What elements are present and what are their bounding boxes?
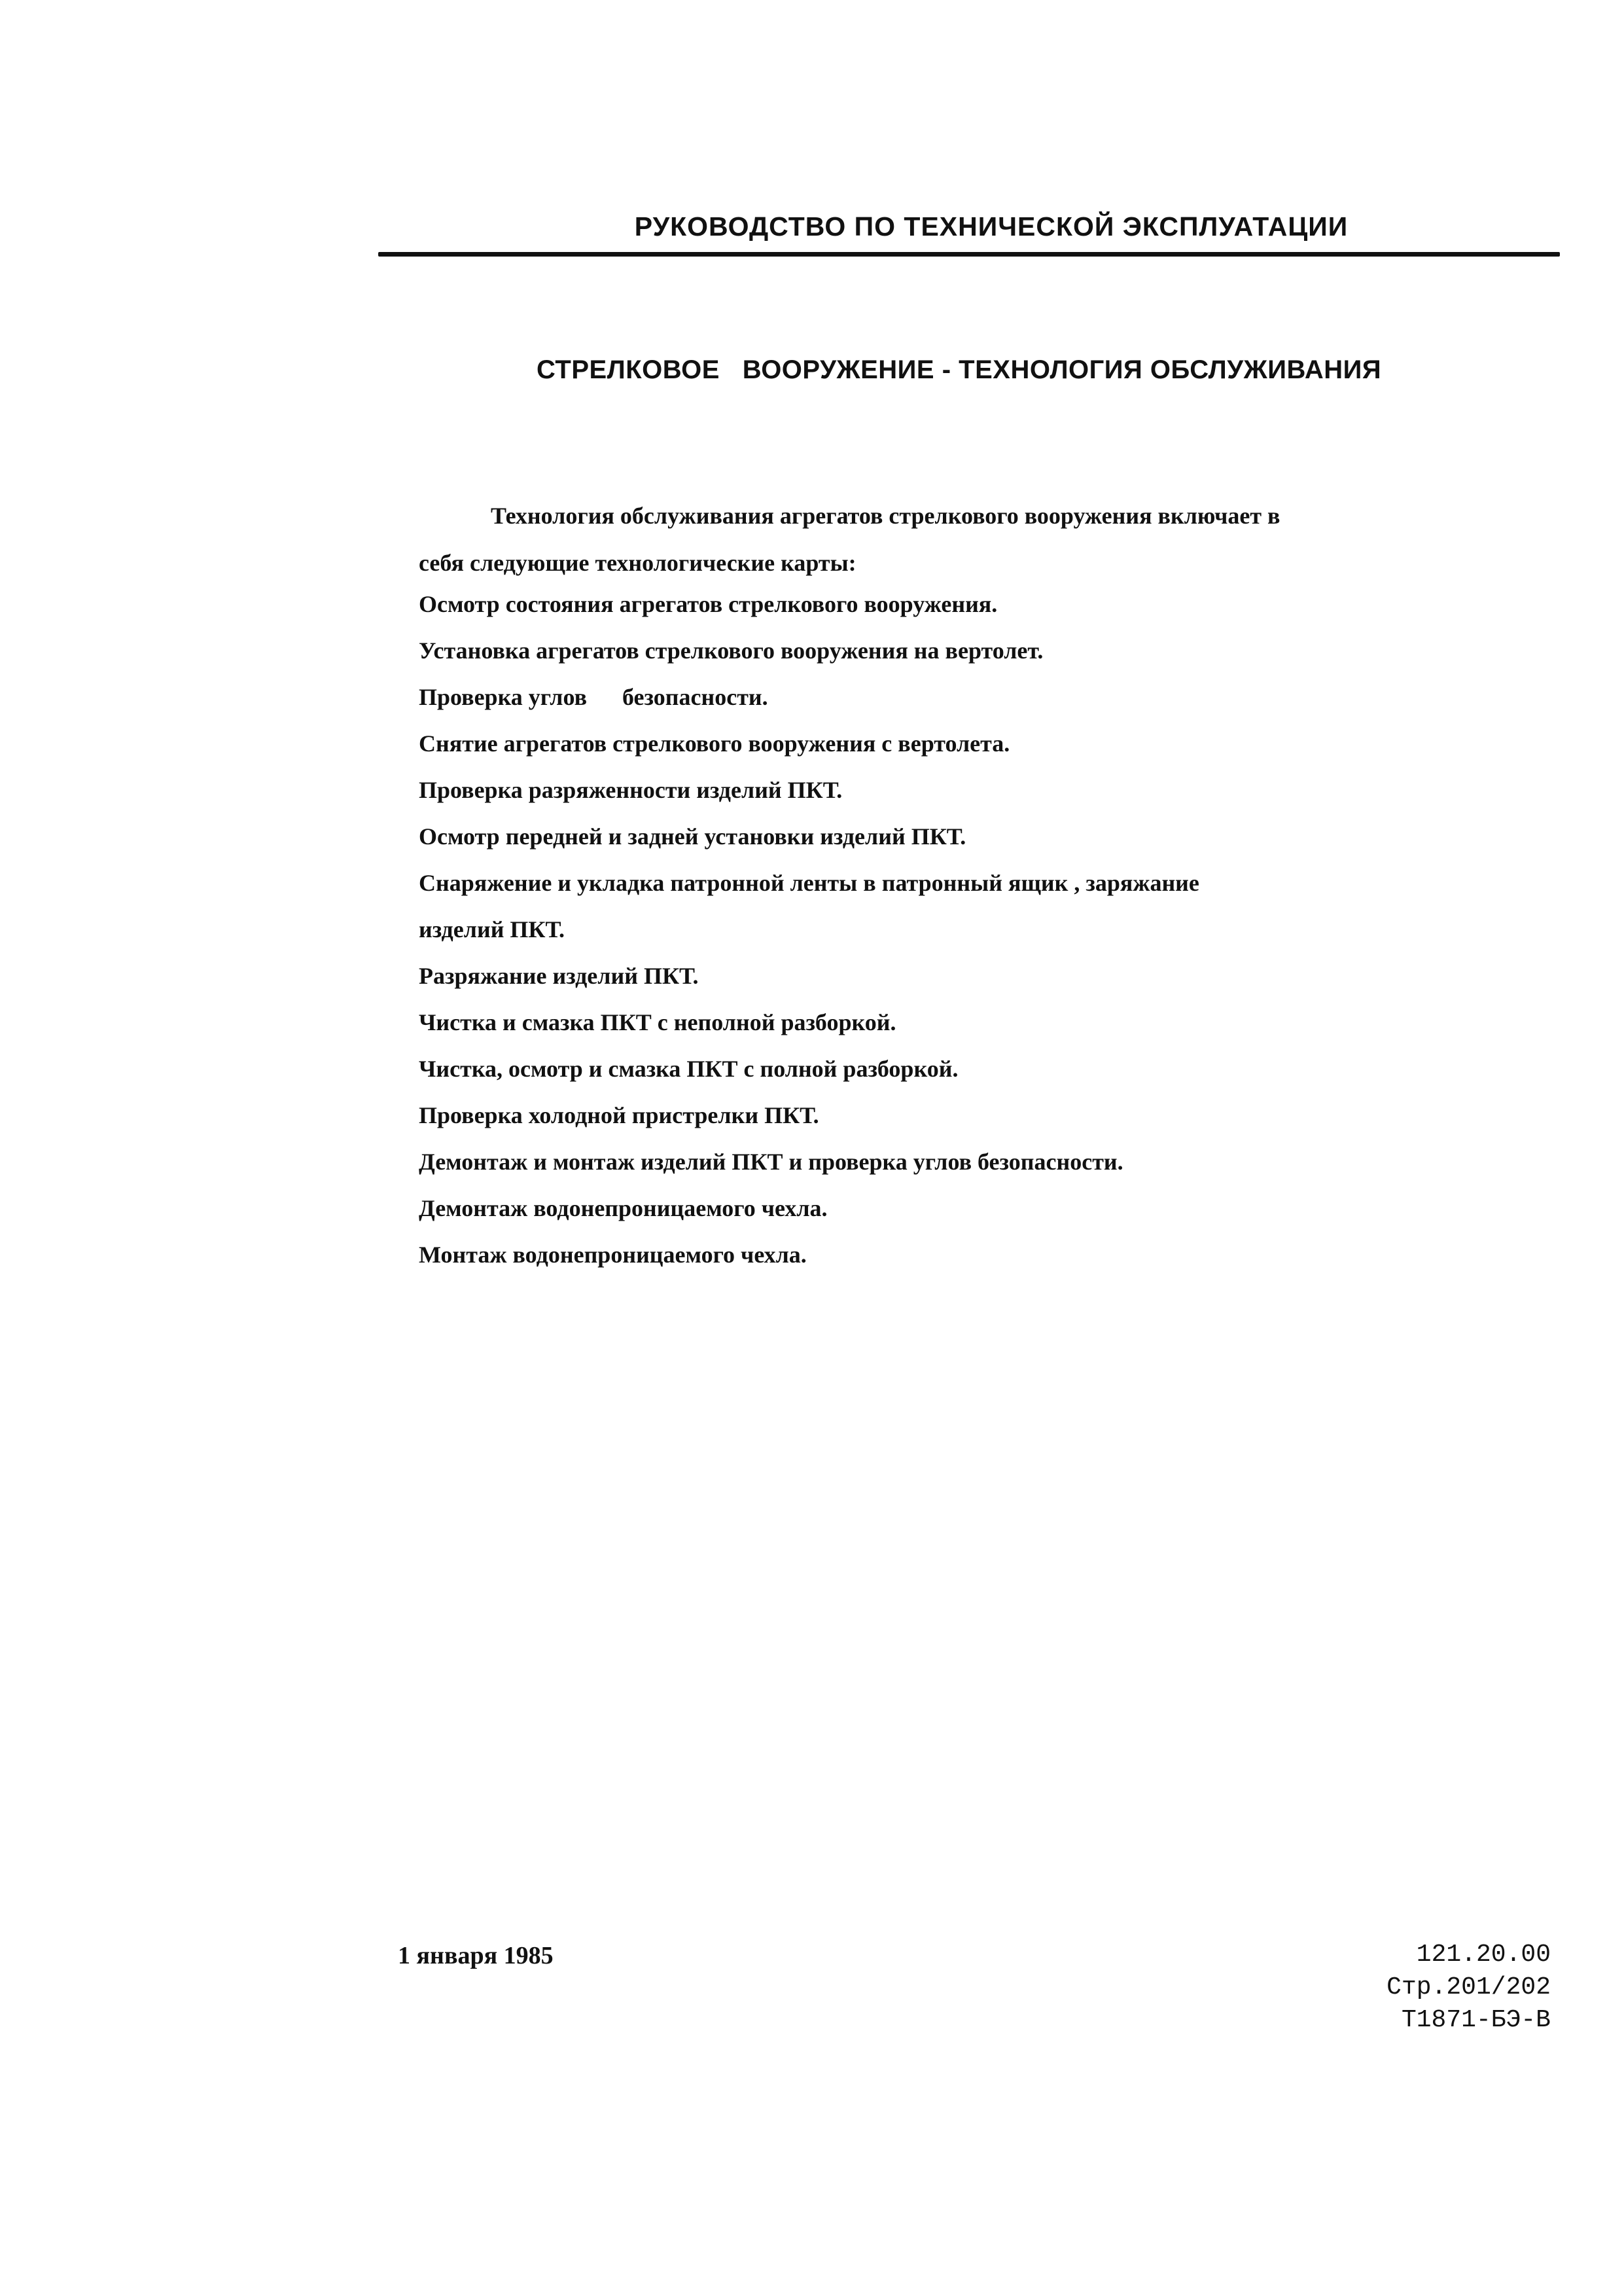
list-item: Проверка углов безопасности. [419,684,768,710]
list-item: Установка агрегатов стрелкового вооружения на вертолет. [419,637,1044,664]
list-item: Разряжание изделий ПКТ. [419,963,699,989]
page-number: Стр.201/202 [1386,1973,1551,2001]
list-item: Осмотр передней и задней установки изделий ПКТ. [419,823,966,850]
list-item: изделий ПКТ. [419,916,565,942]
list-item: Демонтаж и монтаж изделий ПКТ и проверка углов безопасности. [419,1149,1123,1175]
list-item: Проверка холодной пристрелки ПКТ. [419,1102,819,1128]
technology-cards-list [419,581,1498,1278]
intro-line-1: Технология обслуживания агрегатов стрелкового вооружения включает в [491,503,1280,529]
list-item: Чистка и смазка ПКТ с неполной разборкой. [419,1009,896,1035]
document-number: Т1871-БЭ-В [1401,2006,1551,2034]
footer-codes [1341,1939,1551,2037]
section-code: 121.20.00 [1416,1941,1551,1969]
footer-date: 1 января 1985 [398,1942,554,1969]
document-header-title: РУКОВОДСТВО ПО ТЕХНИЧЕСКОЙ ЭКСПЛУАТАЦИИ [634,211,1349,242]
header-divider [378,252,1560,257]
section-title: СТРЕЛКОВОЕ ВООРУЖЕНИЕ - ТЕХНОЛОГИЯ ОБСЛУЖИВАНИЯ [537,355,1382,384]
list-item: Проверка разряженности изделий ПКТ. [419,777,843,803]
intro-paragraph [419,492,1466,586]
list-item: Снаряжение и укладка патронной ленты в патронный ящик , заряжание [419,870,1199,896]
list-item: Осмотр состояния агрегатов стрелкового вооружения. [419,591,998,617]
intro-line-2: себя следующие технологические карты: [419,550,856,576]
list-item: Демонтаж водонепроницаемого чехла. [419,1195,828,1221]
list-item: Монтаж водонепроницаемого чехла. [419,1242,807,1268]
list-item: Снятие агрегатов стрелкового вооружения с вертолета. [419,730,1010,757]
list-item: Чистка, осмотр и смазка ПКТ с полной разборкой. [419,1056,959,1082]
